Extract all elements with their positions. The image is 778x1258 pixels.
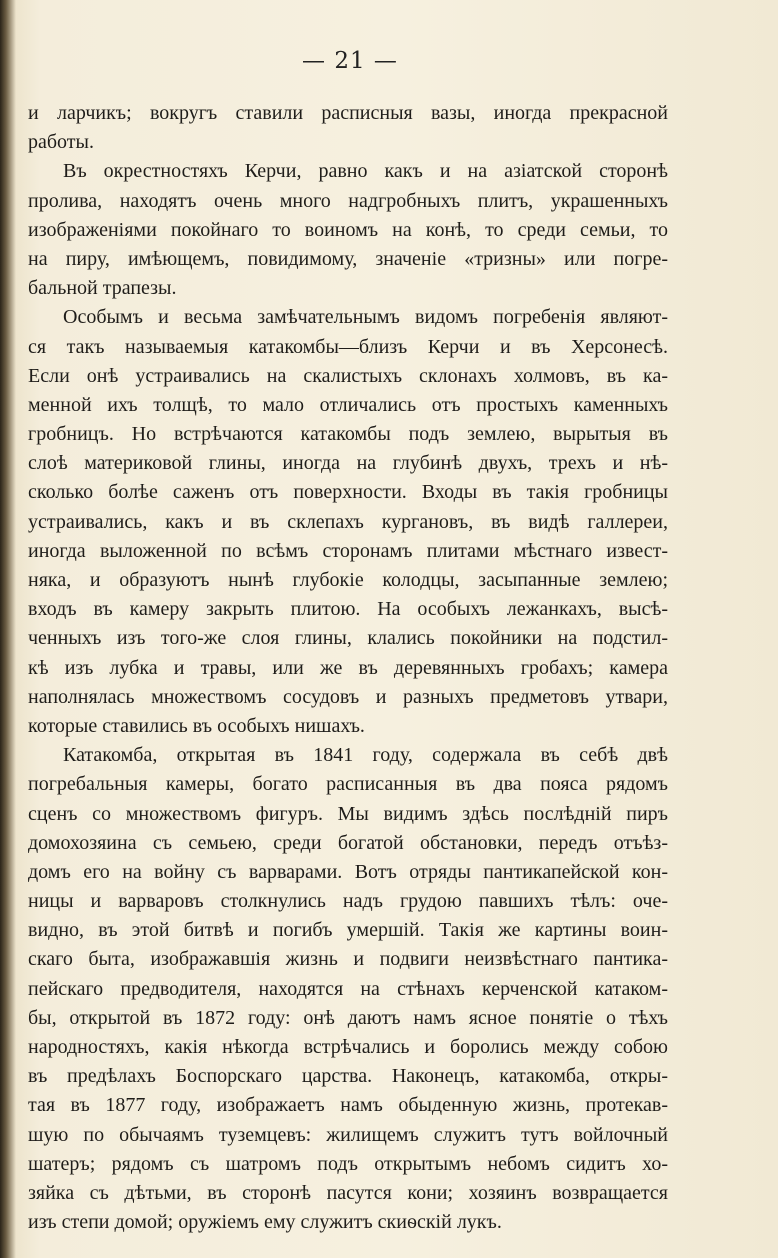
- page-number: — 21 —: [302, 48, 398, 74]
- text-line: домъ его на войну съ варварами. Вотъ отряды пантикапейской кон-: [28, 860, 668, 883]
- text-line: домохозяина съ семьею, среди богатой обстановки, передъ отъѣз-: [28, 831, 668, 854]
- text-line: Катакомба, открытая въ 1841 году, содержала въ себѣ двѣ: [63, 744, 668, 767]
- text-line: слоѣ материковой глины, иногда на глубинѣ двухъ, трехъ и нѣ-: [28, 452, 668, 475]
- paragraph: [28, 741, 668, 1237]
- text-line: ницы и варваровъ столкнулись надъ грудою павшихъ тѣлъ: оче-: [28, 890, 668, 913]
- text-line: пролива, находятъ очень много надгробныхъ плитъ, украшенныхъ: [28, 189, 668, 212]
- book-spine-shadow: [0, 0, 16, 1258]
- text-line: бы, открытой въ 1872 году: онѣ даютъ намъ ясное понятіе о тѣхъ: [28, 1006, 668, 1029]
- text-line: шатеръ; рядомъ съ шатромъ подъ открытымъ небомъ сидитъ хо-: [28, 1152, 668, 1175]
- text-line: наполнялась множествомъ сосудовъ и разныхъ предметовъ утвари,: [28, 685, 668, 708]
- text-line: и ларчикъ; вокругъ ставили расписныя вазы, иногда прекрасной: [28, 102, 668, 124]
- text-line: сколько болѣе саженъ отъ поверхности. Входы въ такія гробницы: [28, 481, 668, 504]
- text-line: зяйка съ дѣтьми, въ сторонѣ пасутся кони; хозяинъ возвращается: [28, 1181, 668, 1204]
- text-line: работы.: [28, 131, 94, 154]
- text-line: въ предѣлахъ Боспорскаго царства. Наконецъ, катакомба, откры-: [28, 1065, 668, 1088]
- text-line: устраивались, какъ и въ склепахъ кургановъ, въ видѣ галлереи,: [28, 510, 668, 533]
- text-line: пейскаго предводителя, находятся на стѣнахъ керченской катаком-: [28, 977, 668, 1000]
- text-line: сценъ со множествомъ фигуръ. Мы видимъ здѣсь послѣдній пиръ: [28, 802, 668, 825]
- text-line: скаго быта, изображавшія жизнь и подвиги неизвѣстнаго пантика-: [28, 948, 668, 971]
- text-line: шую по обычаямъ туземцевъ: жилищемъ служитъ тутъ войлочный: [28, 1123, 668, 1146]
- text-line: Особымъ и весьма замѣчательнымъ видомъ погребенія являют-: [63, 306, 668, 329]
- text-line: Если онѣ устраивались на скалистыхъ склонахъ холмовъ, въ ка-: [28, 364, 668, 387]
- paragraph: [28, 99, 668, 157]
- text-line: на пиру, имѣющемъ, повидимому, значеніе «тризны» или погре-: [28, 247, 668, 270]
- text-line: входъ въ камеру закрыть плитою. На особыхъ лежанкахъ, высѣ-: [28, 598, 668, 621]
- text-line: няка, и образуютъ нынѣ глубокіе колодцы, засыпанные землею;: [28, 569, 668, 591]
- paragraph: [28, 157, 668, 303]
- text-line: видно, въ этой битвѣ и погибъ умершій. Такія же картины воин-: [28, 919, 668, 942]
- text-line: Въ окрестностяхъ Керчи, равно какъ и на азіатской сторонѣ: [63, 160, 668, 183]
- body-text: [28, 99, 668, 1237]
- text-line: народностяхъ, какія нѣкогда встрѣчались и боролись между собою: [28, 1036, 668, 1058]
- text-line: которые ставились въ особыхъ нишахъ.: [28, 714, 365, 737]
- text-line: кѣ изъ лубка и травы, или же въ деревянныхъ гробахъ; камера: [28, 656, 668, 679]
- text-line: погребальныя камеры, богато расписанныя въ два пояса рядомъ: [28, 773, 668, 796]
- text-line: изъ степи домой; оружіемъ ему служитъ скиѳскій лукъ.: [28, 1211, 502, 1234]
- text-line: бальной трапезы.: [28, 277, 177, 300]
- text-line: иногда выложенной по всѣмъ сторонамъ плитами мѣстнаго извест-: [28, 539, 668, 562]
- paragraph: [28, 303, 668, 741]
- text-line: гробницъ. Но встрѣчаются катакомбы подъ землею, вырытыя въ: [28, 423, 668, 446]
- text-line: менной ихъ толщѣ, то мало отличались отъ простыхъ каменныхъ: [28, 393, 668, 416]
- text-line: ченныхъ изъ того-же слоя глины, клались покойники на подстил-: [28, 627, 668, 650]
- text-line: изображеніями покойнаго то воиномъ на конѣ, то среди семьи, то: [28, 218, 668, 241]
- text-line: тая въ 1877 году, изображаетъ намъ обыденную жизнь, протекав-: [28, 1094, 668, 1117]
- text-line: ся такъ называемыя катакомбы—близъ Керчи и въ Херсонесѣ.: [28, 335, 668, 358]
